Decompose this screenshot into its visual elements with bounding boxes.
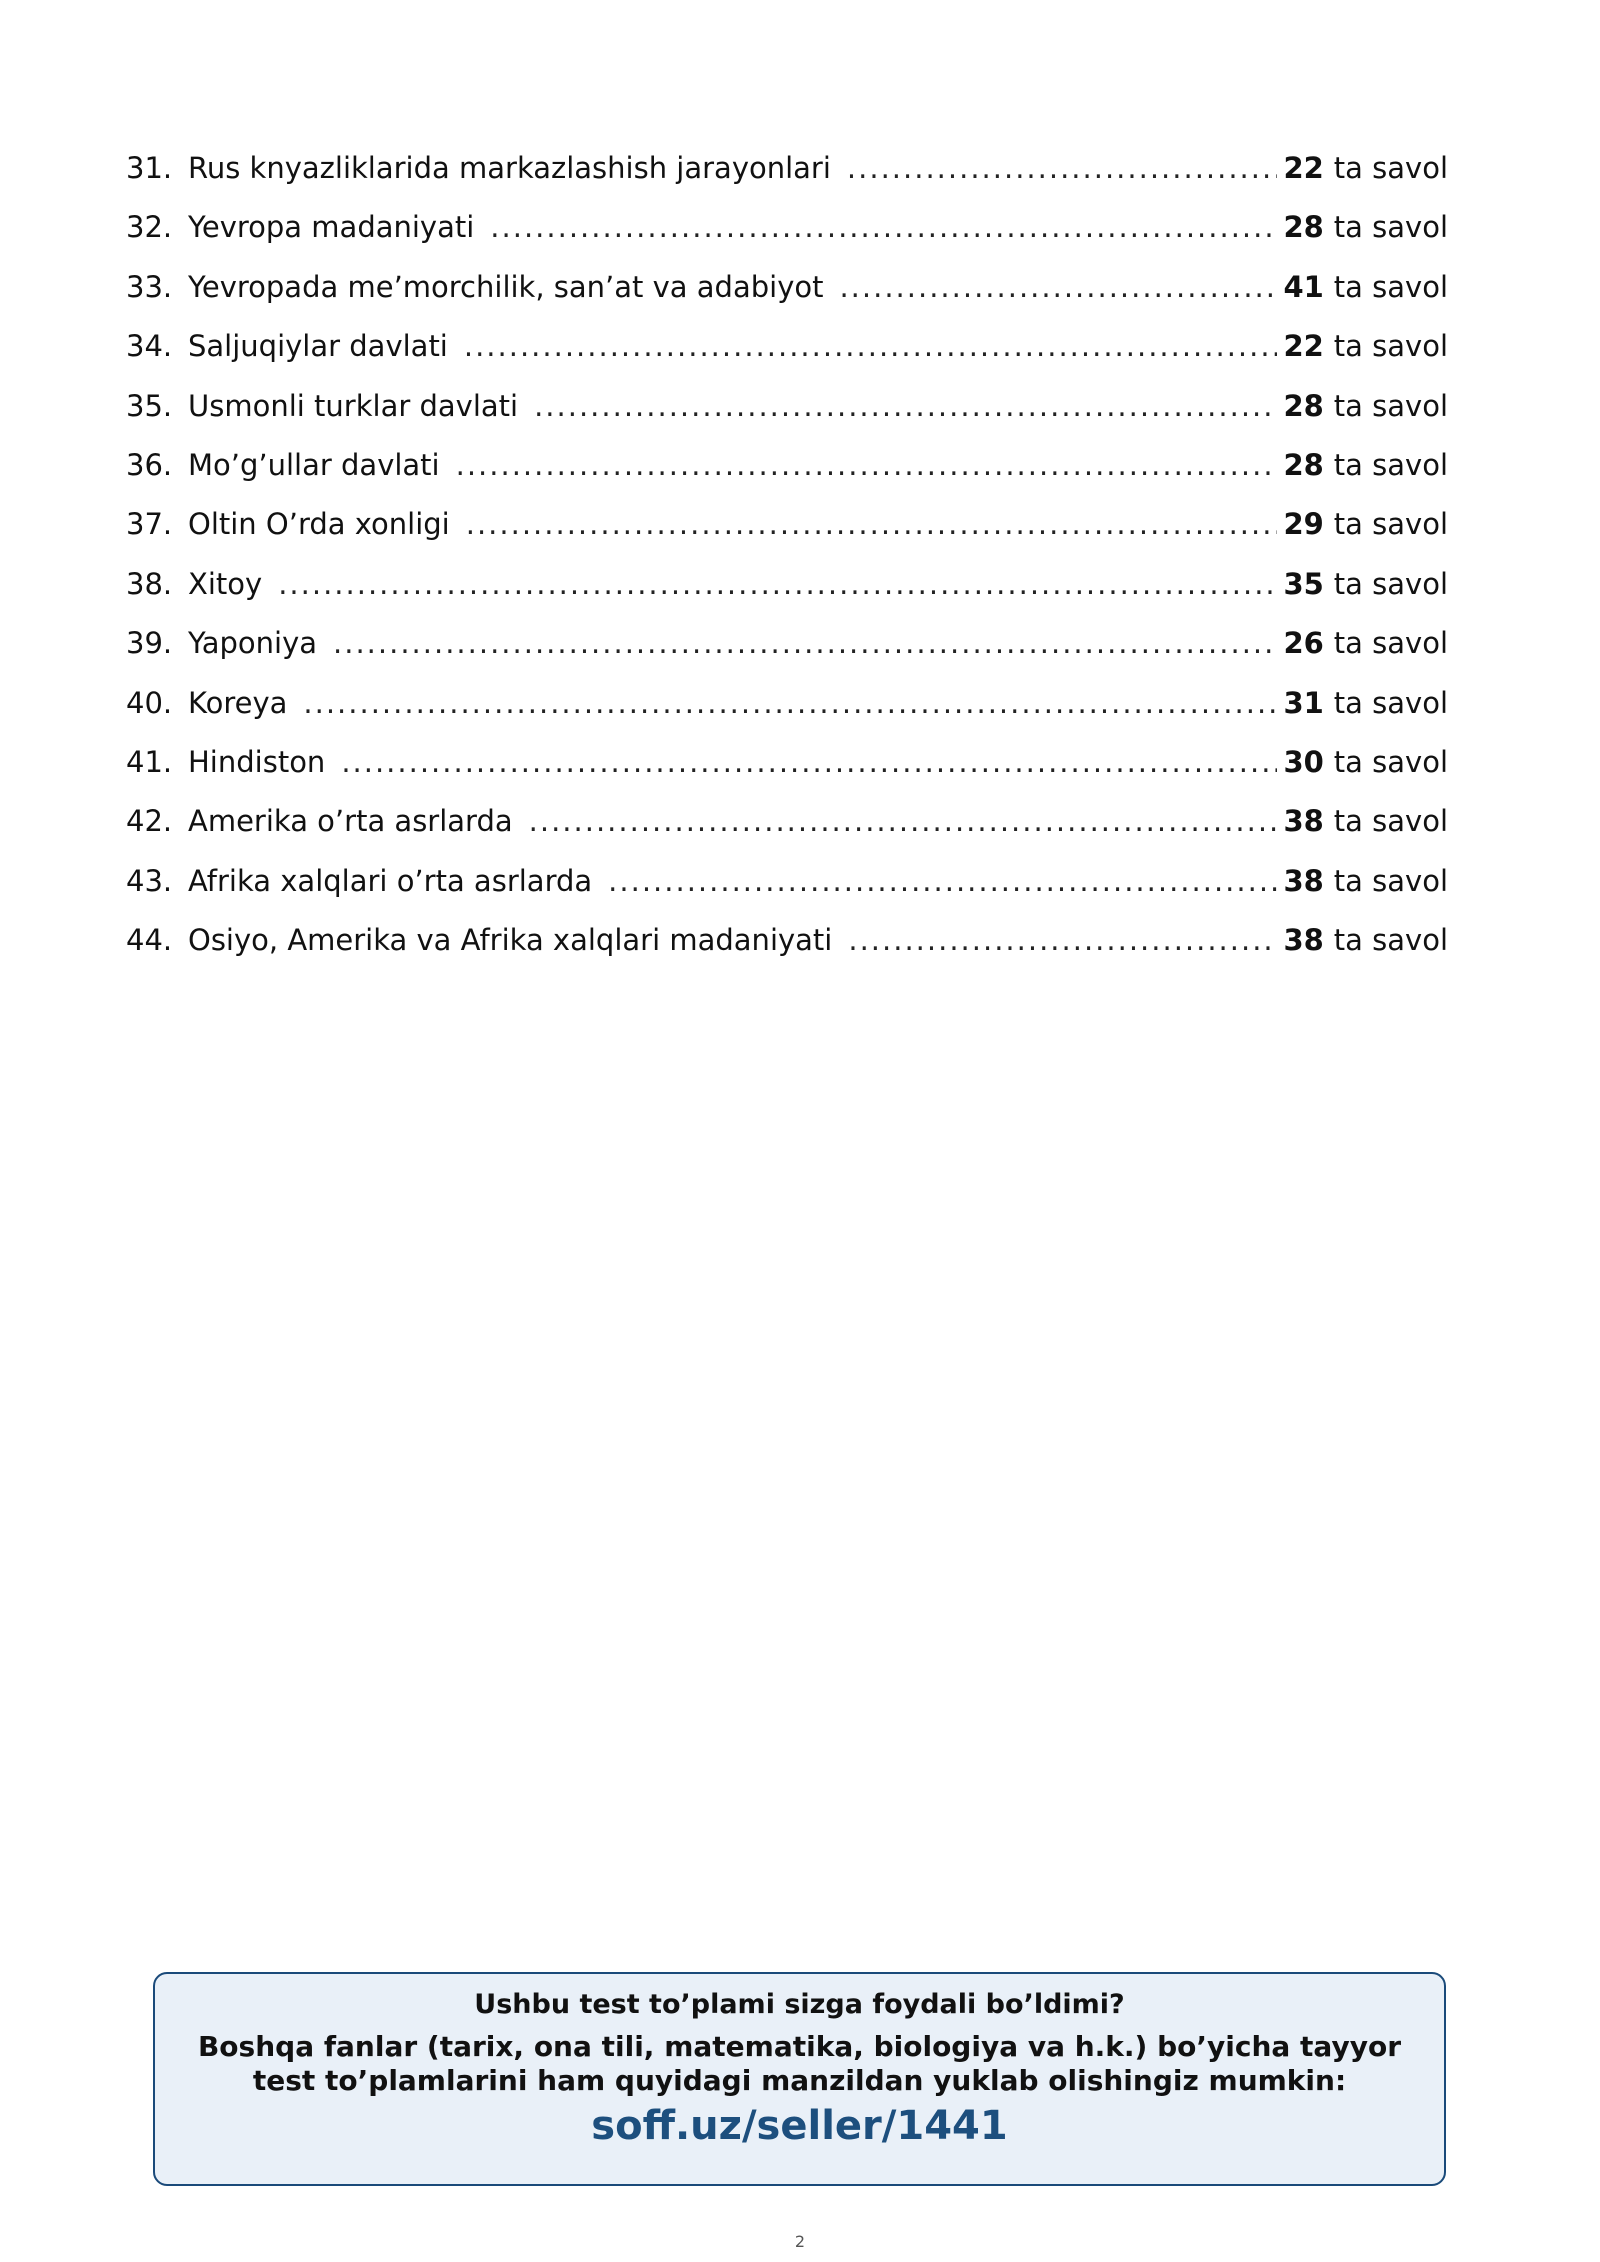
toc-item-count: 22 xyxy=(1283,151,1324,185)
page-number: 2 xyxy=(794,2232,806,2251)
toc-item-suffix: ta savol xyxy=(1333,388,1448,423)
dot-leader xyxy=(303,686,1277,720)
toc-item-number: 42. xyxy=(126,804,173,839)
toc-row xyxy=(126,745,1448,804)
toc-item-count: 35 xyxy=(1283,566,1324,601)
dot-leader xyxy=(341,745,1277,779)
toc-item-count: 26 xyxy=(1283,626,1324,661)
toc-item-count: 28 xyxy=(1283,447,1324,482)
toc-item-suffix: ta savol xyxy=(1333,447,1448,482)
promo-link[interactable]: soff.uz/seller/1441 xyxy=(591,2103,1008,2149)
dot-leader xyxy=(466,507,1278,541)
toc-item-suffix: ta savol xyxy=(1333,566,1448,601)
toc-row xyxy=(126,626,1448,685)
dot-leader xyxy=(839,270,1277,304)
toc-item-suffix: ta savol xyxy=(1333,151,1448,185)
toc-item-count: 30 xyxy=(1283,744,1324,779)
toc-item-suffix: ta savol xyxy=(1333,863,1448,898)
toc-item-number: 35. xyxy=(126,388,173,423)
toc-item-suffix: ta savol xyxy=(1333,923,1448,958)
toc-item-title: Yaponiya xyxy=(188,626,318,661)
toc-item-title: Koreya xyxy=(188,685,288,720)
toc-item-title: Saljuqiylar davlati xyxy=(188,329,448,364)
toc-item-number: 36. xyxy=(126,447,173,482)
toc-item-title: Afrika xalqlari o’rta asrlarda xyxy=(188,863,593,898)
toc-item-number: 44. xyxy=(126,923,173,958)
toc-item-count: 38 xyxy=(1283,804,1324,839)
toc-item-number: 33. xyxy=(126,269,173,304)
toc-item-title: Usmonli turklar davlati xyxy=(188,388,519,423)
toc-item-title: Rus knyazliklarida markazlashish jarayonlari xyxy=(188,151,831,185)
dot-leader xyxy=(534,389,1277,423)
toc-item-suffix: ta savol xyxy=(1333,626,1448,661)
dot-leader xyxy=(847,151,1278,185)
toc-item-number: 32. xyxy=(126,210,173,245)
promo-question: Ushbu test to’plami sizga foydali bo’ldimi? xyxy=(474,1989,1125,2020)
toc-item-count: 38 xyxy=(1283,863,1324,898)
toc-item-title: Hindiston xyxy=(188,744,326,779)
toc-item-number: 37. xyxy=(126,507,173,542)
toc-row xyxy=(126,507,1448,566)
toc-item-count: 31 xyxy=(1283,685,1324,720)
toc-item-title: Yevropa madaniyati xyxy=(188,210,475,245)
toc-row xyxy=(126,567,1448,626)
toc-item-number: 34. xyxy=(126,329,173,364)
toc-item-suffix: ta savol xyxy=(1333,685,1448,720)
toc-item-number: 43. xyxy=(126,863,173,898)
toc-item-count: 41 xyxy=(1283,269,1324,304)
toc-item-title: Xitoy xyxy=(188,566,263,601)
dot-leader xyxy=(529,804,1278,838)
dot-leader xyxy=(608,864,1277,898)
toc-row xyxy=(126,923,1448,982)
toc-item-suffix: ta savol xyxy=(1333,210,1448,245)
toc-item-number: 41. xyxy=(126,744,173,779)
toc-item-suffix: ta savol xyxy=(1333,507,1448,542)
dot-leader xyxy=(490,210,1277,244)
toc-item-count: 28 xyxy=(1283,210,1324,245)
toc-row xyxy=(126,804,1448,863)
toc-item-count: 28 xyxy=(1283,388,1324,423)
toc-row xyxy=(126,389,1448,448)
dot-leader xyxy=(278,567,1277,601)
toc-row xyxy=(126,151,1448,210)
toc-item-suffix: ta savol xyxy=(1333,269,1448,304)
promo-body: Boshqa fanlar (tarix, ona tili, matematika, biologiya va h.k.) bo’yicha tayyor test to’plamlarini ham quyidagi manzildan yuklab olishingiz mumkin: xyxy=(197,2030,1402,2097)
dot-leader xyxy=(333,626,1277,660)
toc-item-number: 39. xyxy=(126,626,173,661)
table-of-contents xyxy=(126,151,1448,982)
toc-item-count: 22 xyxy=(1283,329,1324,364)
toc-item-number: 40. xyxy=(126,685,173,720)
toc-row xyxy=(126,448,1448,507)
toc-row xyxy=(126,270,1448,329)
toc-item-count: 29 xyxy=(1283,507,1324,542)
toc-item-title: Mo’g’ullar davlati xyxy=(188,447,440,482)
promo-box xyxy=(153,1972,1446,2186)
toc-item-count: 38 xyxy=(1283,923,1324,958)
dot-leader xyxy=(456,448,1278,482)
toc-item-number: 38. xyxy=(126,566,173,601)
toc-item-title: Osiyo, Amerika va Afrika xalqlari madaniyati xyxy=(188,923,833,958)
toc-item-suffix: ta savol xyxy=(1333,804,1448,839)
toc-row xyxy=(126,864,1448,923)
toc-row xyxy=(126,210,1448,269)
toc-row xyxy=(126,686,1448,745)
toc-item-number: 31. xyxy=(126,151,173,185)
toc-row xyxy=(126,329,1448,388)
toc-item-title: Yevropada me’morchilik, san’at va adabiyot xyxy=(188,269,824,304)
toc-item-title: Amerika o’rta asrlarda xyxy=(188,804,513,839)
dot-leader xyxy=(464,329,1278,363)
toc-item-title: Oltin O’rda xonligi xyxy=(188,507,450,542)
toc-item-suffix: ta savol xyxy=(1333,744,1448,779)
dot-leader xyxy=(848,923,1277,957)
toc-item-suffix: ta savol xyxy=(1333,329,1448,364)
